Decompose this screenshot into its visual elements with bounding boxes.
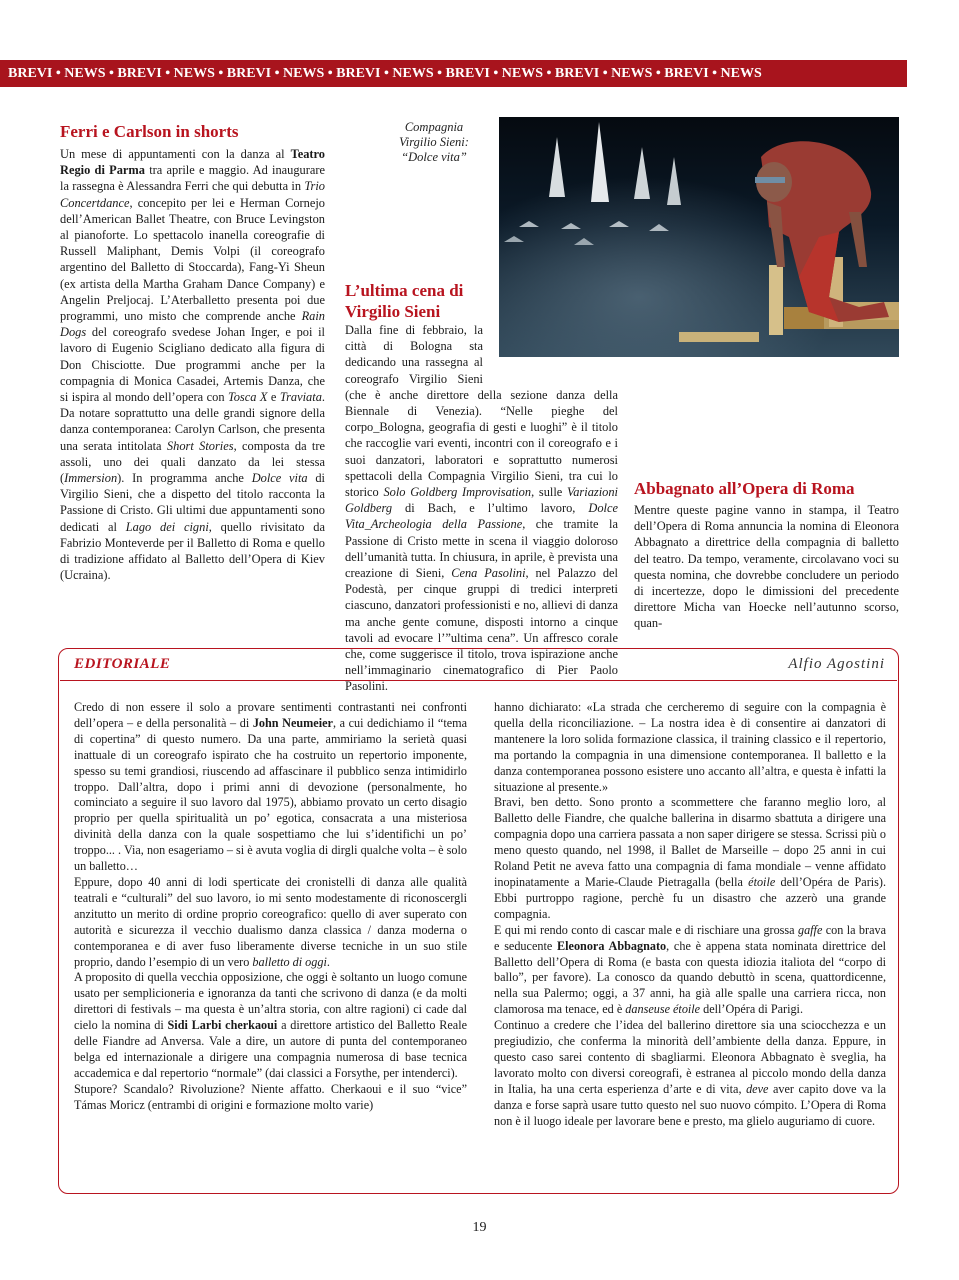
photo-wrap-space	[483, 322, 618, 372]
page-number: 19	[472, 1220, 487, 1235]
article-title-sieni: L’ultima cena di Virgilio Sieni	[345, 281, 464, 321]
editorial-column-right: hanno dichiarato: «La strada che cercheremo di seguire con la compagnia è quella della riconciliazione. – La nostra idea è di consentire ai danzatori di mantenere la loro solida formazione classica, il training classico e il repertorio, ma portando la compagnia in una dimensione contemporanea. Il balletto e la danza contemporanea possono esistere uno accanto all’altra, e questa è infatti la situazione al presente.» Bravi, ben detto. Sono pronto a scommettere che faranno meglio loro, al Balletto delle Fiandre, che qualche ballerina in disarmo sbattuta a dirigere una compagnia dopo una carriera passata a non saper dirigere se stessa. Scrissi più o meno questo quando, nel 1998, il Ballet de Marseille – dopo 25 anni in cui Roland Petit ne aveva fatto una compagnia di fama mondiale – venne affidato inopinatamente a Marie-Claude Pietragalla (bella étoile dell’Opéra de Paris). Ebbi purtroppo ragione, perchè fu un disastro che azzerò una grande compagnia. E qui mi rendo conto di cascar male e di rischiare una grossa gaffe con la brava e seducente Eleonora Abbagnato, che è appena stata nominata direttrice del Balletto dell’Opera di Roma (e basta con questa idiozia italiota del “corpo di ballo”, per favore). La conosco da quando debuttò in scena, quattordicenne, nella sua Palermo; oggi, a 37 anni, ha già alle spalle una carriera ricca, non clamorosa ma tenace, ed è danseuse étoile dell’Opéra di Parigi. Continuo a credere che l’idea del ballerino direttore sia una sciocchezza e un pregiudizio, che conferma la minorità dell’ambiente della danza. Eppure, in questo caso sarei contento di sbagliarmi. Eleonora Abbagnato è sveglia, ha lavorato molto con diversi coreografi, è estranea al piccolo mondo della danza in Italia, ha una certa esperienza d’arte e di vita, deve aver capito dove va la danza e forse saprà usare tutto questo nel suo nuovo cómpito. L’Opera di Roma non è il luogo ideale per lavorare bene e presto, ma glielo auguriamo di cuore.	[494, 700, 887, 1128]
article-title-abbagnato: Abbagnato all’Opera di Roma	[634, 479, 855, 498]
editorial-column-left: Credo di non essere il solo a provare sentimenti contrastanti nei confronti dell’opera – e della personalità – di John Neumeier, a cui dedichiamo il “tema di copertina” di questo numero. Da una parte, ammiriamo la serietà quasi inattuale di un coreografo ispirato che ha costruito un repertorio imponente, spesso su temi grandiosi, riuscendo ad affascinare il pubblico senza intimidirlo troppo. Dall’altra, dopo i primi anni di devozione (personalmente, ho cominciato a seguire il suo lavoro dal 1975), abbiamo provato un certo disagio proprio per quella spiritualità un po’ egotica, consacrata a una misteriosa divinità della danza con la quale sospettiamo che lui s’identifichi un po’ troppo... . Via, non esageriamo – si è avuta voglia di dirgli qualche volta – è solo un balletto… Eppure, dopo 40 anni di lodi sperticate dei cronistelli di danza alle qualità teatrali e “culturali” del suo lavoro, io mi sento modestamente di riconoscergli anzitutto un merito di ordine proprio coreografico: quello di aver superato con autorità e sicurezza il vecchio dualismo danza classica / danza moderna o contemporanea e di aver fuso liberamente diverse tecniche in un suo stile proprio, dando l’esempio di un vero balletto di oggi. A proposito di quella vecchia opposizione, che oggi è soltanto un luogo comune usato per semplicioneria e ignoranza da tanti che scrivono di danza (e da molti direttori di festivals – ma questa è un’altra storia, con altre ragioni) ci cade dal cielo la nomina di Sidi Larbi cherkaoui a direttore artistico del Balletto Reale delle Fiandre ad Anversa. Vale a dire, un autore di punta del contemporaneo belga ed internazionale a dirigere una compagnia numerosa di base tecnica accademica e dal repertorio “normale” (dai classici a Forsythe, per intenderci). Stupore? Scandalo? Rivoluzione? Niente affatto. Cherkaoui e il suo “vice” Támas Moricz (entrambi di origini e formazione molto varie)	[74, 700, 467, 1112]
article-body-ferri: Un mese di appuntamenti con la danza al Teatro Regio di Parma tra aprile e maggio. Ad inaugurare la rassegna è Alessandra Ferri che qui debutta in Trio Concertdance, concepito per lei e Herman Cornejo dell’American Ballet Theatre, con Bruce Levingston al pianoforte. Lo spettacolo inanella coreografie di Russell Maliphant, Demis Volpi (il coreografo argentino del Balletto di Stoccarda), Fang-Yi Sheun (ex artista della Martha Graham Dance Company) e Angelin Preljocaj. L’Aterballetto presenta poi due programmi, uno misto che comprende anche Rain Dogs del coreografo svedese Johan Inger, e poi il lavoro di Eugenio Scigliano dedicato alla figura di Don Chisciotte. Due programmi anche per la compagnia di Monica Casadei, Artemis Danza, che si ispira al mondo dell’opera con Tosca X e Traviata. Da notare soprattutto una delle grandi signore della danza contemporanea: Carolyn Carlson, che presenta una serata intitolata Short Stories, composta da tre assoli, uno dei quali danzato da lei stessa (Immersion). In programma anche Dolce vita di Virgilio Sieni, che a dispetto del titolo racconta la Passione di Cristo. Gli ultimi due appuntamenti sono dedicati al Lago dei cigni, quello rivisitato da Fabrizio Monteverde per il Balletto di Roma e quello di tradizione affidato al Balletto dell’Opera di Kiev (Ucraina).	[60, 147, 326, 583]
article-body-sieni: Dalla fine di febbraio, la città di Bologna sta dedicando una rassegna al coreografo Virgilio Sieni (che è anche direttore della sezione danza della Biennale di Venezia). “Nelle pieghe del corpo_Bologna, geografia di gesti e luoghi” è il titolo che raccoglie vari eventi, incontri con il coreografo e i suoi danzatori, laboratori e soprattutto numerosi spettacoli della Compagnia Virgilio Sieni, tra cui lo storico Solo Goldberg Improvisation, sulle Variazioni Goldberg di Bach, e l’ultimo lavoro, Dolce Vita_Archeologia della Passione, che tramite la Passione di Cristo mette in scena il viaggio doloroso dell’umanità tutta. In chiusura, in aprile, è prevista una creazione di Sieni, Cena Pasolini, nel Palazzo del Podestà, per cinque gruppi di tredici interpreti ciascuno, danzatori professionisti e no, allievi di danza ma anche gente comune, disposti intorno a cinque tavoli ad evocare l’”ultima cena”. Un affresco corale che, come suggerisce il titolo, trova ispirazione anche nell’immaginario cinematografico di Pier Paolo Pasolini.	[345, 323, 618, 694]
dancer-photo	[499, 117, 899, 357]
photo-caption: Compagnia Virgilio Sieni: “Dolce vita”	[399, 120, 469, 164]
dancer-photo-illustration	[499, 117, 899, 357]
news-banner: BREVI • NEWS • BREVI • NEWS • BREVI • NEWS • BREVI • NEWS • BREVI • NEWS • BREVI • NEWS • BREVI • NEWS	[0, 60, 907, 87]
article-title-ferri: Ferri e Carlson in shorts	[60, 122, 239, 141]
editorial-label: EDITORIALE	[74, 656, 171, 672]
editorial-divider	[60, 680, 897, 681]
article-body-abbagnato: Mentre queste pagine vanno in stampa, il Teatro dell’Opera di Roma annuncia la nomina di Eleonora Abbagnato a direttrice della compagnia di balletto del teatro. Da tempo, veramente, circolavano voci su questa nomina, che dovrebbe concludere un periodo di incertezze, dopo le dimissioni del precedente direttore Micha van Hoecke nell’autunno scorso, quan-	[634, 503, 899, 631]
editorial-author: Alfio Agostini	[788, 656, 885, 672]
